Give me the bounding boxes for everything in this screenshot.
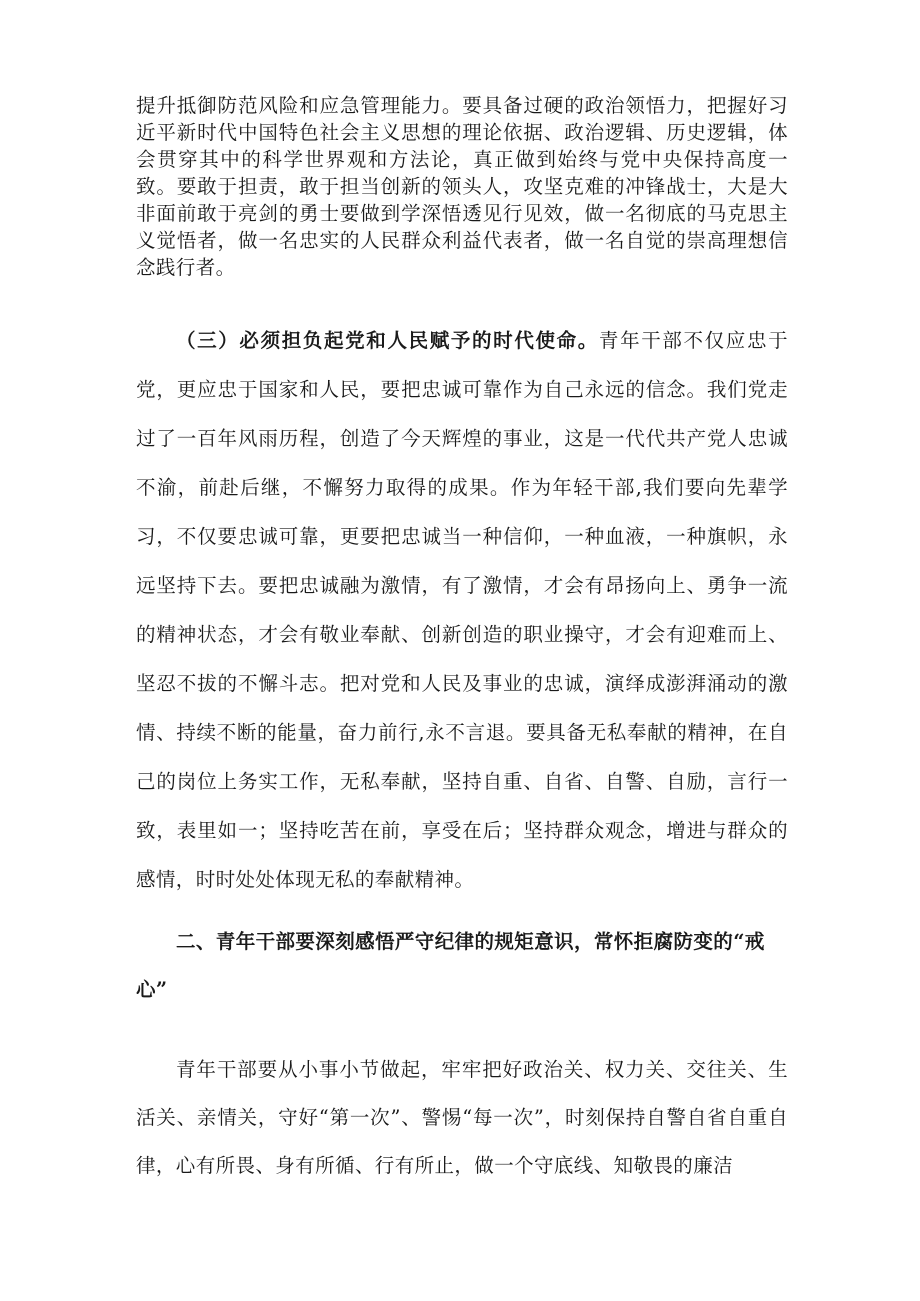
section-lead-era-mission: （三）必须担负起党和人民赋予的时代使命。 <box>176 329 599 352</box>
paragraph-era-mission-body: 青年干部不仅应忠于党，更应忠于国家和人民，要把忠诚可靠作为自己永远的信念。我们党走过了一百年风雨历程，创造了今天辉煌的事业，这是一代代共产党人忠诚不渝，前赴后继，不懈努力取得的成果。作为年轻干部,我们要向先辈学习，不仅要忠诚可靠，更要把忠诚当一种信仰，一种血液，一种旗帜，永远坚持下去。要把忠诚融为激情，有了激情，才会有昂扬向上、勇争一流的精神状态，才会有敬业奉献、创新创造的职业操守，才会有迎难而上、坚忍不拔的不懈斗志。把对党和人民及事业的忠诚，演绎成澎湃涌动的激情、持续不断的能量，奋力前行,永不言退。要具备无私奉献的精神，在自己的岗位上务实工作，无私奉献，坚持自重、自省、自警、自励，言行一致，表里如一；坚持吃苦在前，享受在后；坚持群众观念，增进与群众的感情，时时处处体现无私的奉献精神。 <box>136 329 788 891</box>
paragraph-era-mission <box>136 316 788 904</box>
section-heading-discipline: 二、青年干部要深刻感悟严守纪律的规矩意识，常怀拒腐防变的“戒心” <box>136 930 765 1001</box>
paragraph-risk-management: 提升抵御防范风险和应急管理能力。要具备过硬的政治领悟力，把握好习近平新时代中国特色社会主义思想的理论依据、政治逻辑、历史逻辑，体会贯穿其中的科学世界观和方法论，真正做到始终与党中央保持高度一致。要敢于担责，敢于担当创新的领头人，攻坚克难的冲锋战士，大是大非面前敢于亮剑的勇士要做到学深悟透见行见效，做一名彻底的马克思主义觉悟者，做一名忠实的人民群众利益代表者，做一名自觉的崇高理想信念践行者。 <box>136 94 788 279</box>
paragraph-small-matters: 青年干部要从小事小节做起，牢牢把好政治关、权力关、交往关、生活关、亲情关，守好“第一次”、警惕“每一次”，时刻保持自警自省自重自律，心有所畏、身有所循、行有所止，做一个守底线、知敬畏的廉洁 <box>136 1058 788 1177</box>
